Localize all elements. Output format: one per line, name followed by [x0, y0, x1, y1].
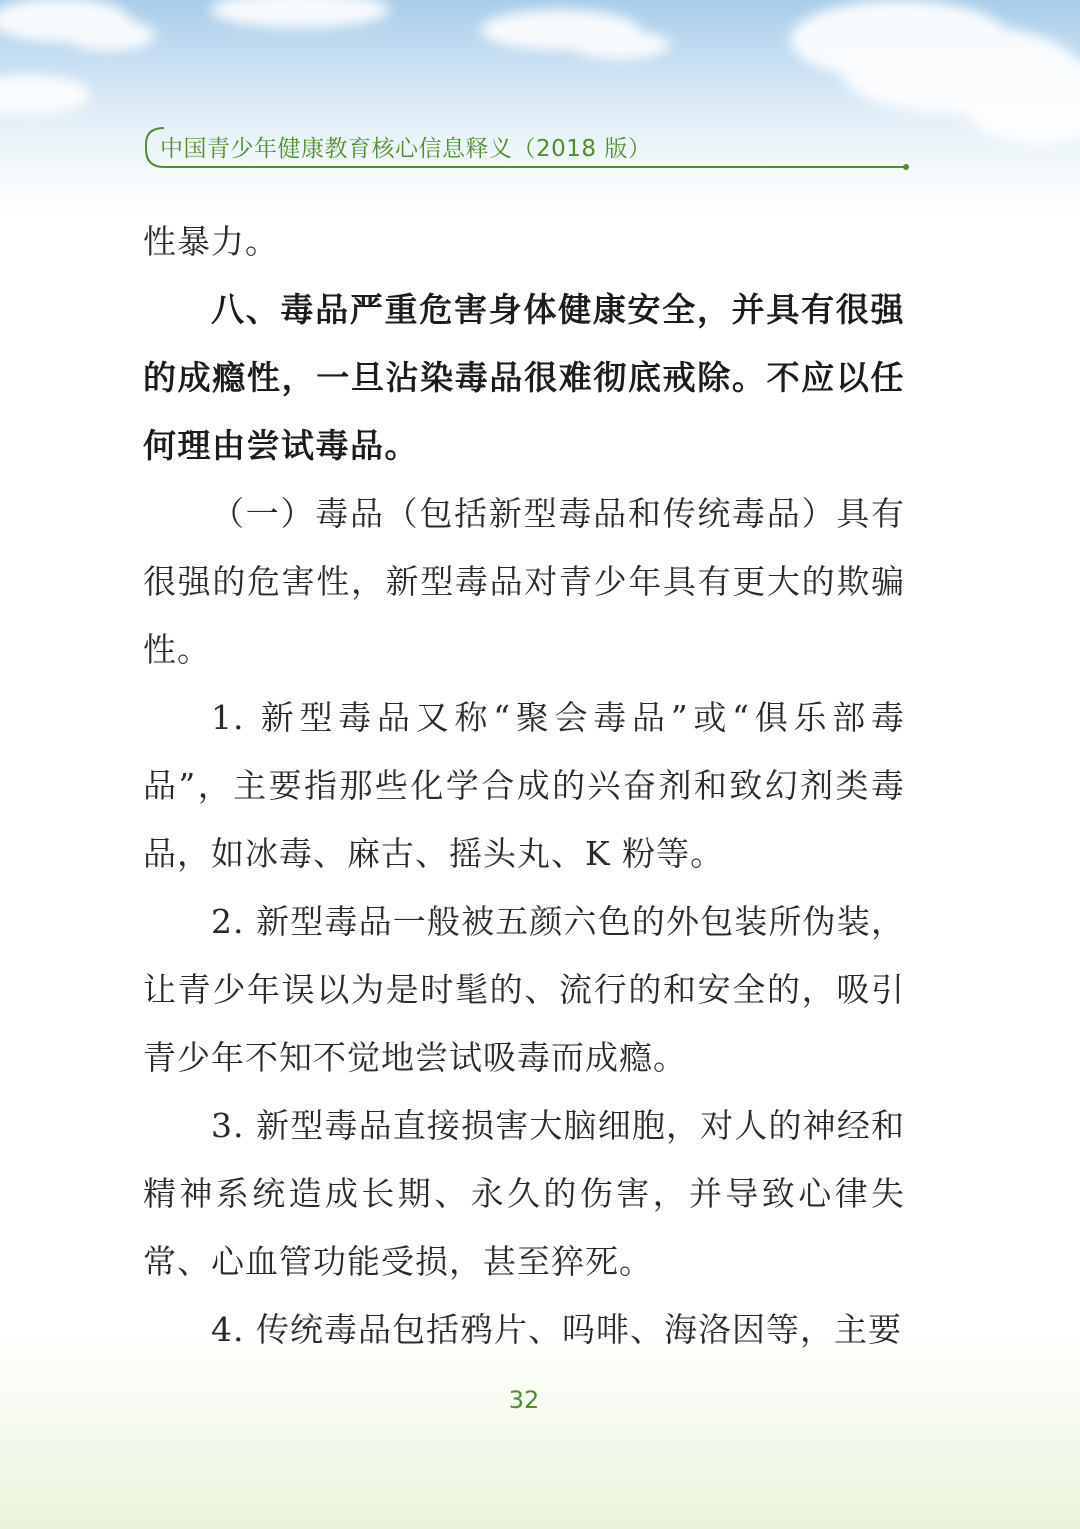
list-item-2: 2. 新型毒品一般被五颜六色的外包装所伪装，让青少年误以为是时髦的、流行的和安全的，吸引青少年不知不觉地尝试吸毒而成瘾。 — [143, 902, 905, 1077]
running-header — [142, 122, 908, 170]
page-body — [143, 208, 905, 1364]
section-heading: 八、毒品严重危害身体健康安全，并具有很强的成瘾性，一旦沾染毒品很难彻底戒除。不应以任何理由尝试毒品。 — [143, 290, 905, 465]
list-item-3: 3. 新型毒品直接损害大脑细胞，对人的神经和精神系统造成长期、永久的伤害，并导致心律失常、心血管功能受损，甚至猝死。 — [143, 1106, 905, 1281]
page-number: 32 — [508, 1386, 540, 1414]
list-item-4: 4. 传统毒品包括鸦片、吗啡、海洛因等，主要 — [211, 1310, 902, 1349]
paragraph-continuation: 性暴力。 — [143, 222, 279, 261]
list-item-1: 1. 新型毒品又称“聚会毒品”或“俱乐部毒品”，主要指那些化学合成的兴奋剂和致幻剂类毒品，如冰毒、麻古、摇头丸、K 粉等。 — [143, 698, 905, 873]
subsection-paragraph: （一）毒品（包括新型毒品和传统毒品）具有很强的危害性，新型毒品对青少年具有更大的欺骗性。 — [143, 494, 905, 669]
header-title: 中国青少年健康教育核心信息释义（2018 版） — [160, 136, 652, 162]
